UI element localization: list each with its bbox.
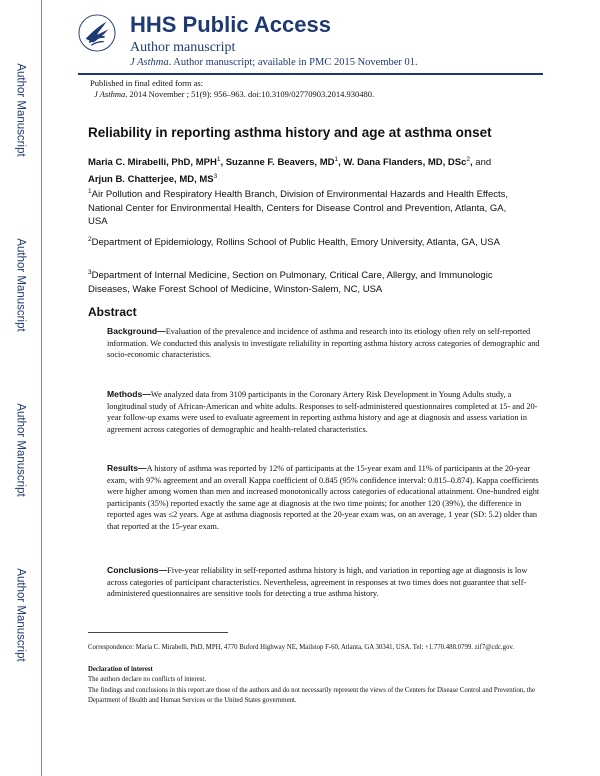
margin-rule xyxy=(41,0,42,776)
abstract-results: Results—A history of asthma was reported by 12% of participants at the 15-year exam and 11% of participants at the 20-year exam, with 97% agreement and an overall Kappa coefficient of 0.845 (95% confidence interval: 0.815–0.874). Kappa coefficients were higher among women than men and increased monotonically across categories of educational attainment. One-hundred eight participants (35%) reported exactly the same age at diagnosis at the two time points; for another 120 (39%), the difference in reported ages was ≤2 years. Age at asthma diagnosis reported at the 20-year exam was, on an average, 1 year (SD: 5.2) older than that reported at the 15-year exam. xyxy=(107,463,540,531)
affiliation: $^2$Department of Epidemiology, Rollins School of Public Health, Emory University, Atlanta, GA, USA xyxy=(88,236,500,249)
abstract-methods: Methods—We analyzed data from 3109 participants in the Coronary Artery Risk Development in Young Adults study, a longitudinal study of African-American and white adults. Responses to self-administered questionnaires completed at 15- and 20-year follow-up exams were used to evaluate agreement in reporting asthma history and age at diagnosis and assess variation in agreement across categories of demographic and health-related characteristics. xyxy=(107,389,538,434)
journal-name[interactable]: J Asthma xyxy=(94,89,126,99)
abstract-conclusions: Conclusions—Five-year reliability in self-reported asthma history is high, and variation in reporting age at diagnosis is low across categories of participant characteristics. Nevertheless, agreement in responses at two times does not guarantee that self-administered questionnaires are sensitive tools for detecting a true asthma history. xyxy=(107,565,528,598)
side-label-3: Author Manuscript xyxy=(15,403,28,497)
author[interactable]: Suzanne F. Beavers, MD xyxy=(225,157,335,169)
author[interactable]: Arjun B. Chatterjee, MD, MS xyxy=(88,173,214,185)
author[interactable]: Maria C. Mirabelli, PhD, MPH xyxy=(88,157,217,169)
declaration-heading: Declaration of interest xyxy=(88,666,153,673)
availability-line: J Asthma. Author manuscript; available in PMC 2015 November 01. xyxy=(130,57,418,68)
hhs-eagle-logo-icon xyxy=(78,14,116,52)
author-list: Maria C. Mirabelli, PhD, MPH$^1$, Suzanne F. Beavers, $MD^1$, W. Dana Flanders, MD, DSc$^2$, and Arjun B. Chatterjee, MD, $MS^3$ xyxy=(88,156,492,185)
side-label-4: Author Manuscript xyxy=(15,568,28,662)
disclaimer-note: The findings and conclusions in this report are those of the authors and do not necessarily represent the views of the Centers for Disease Control and Prevention, the Department of Health and Human Services or the United States government. xyxy=(88,687,535,704)
footnote-rule xyxy=(88,632,228,633)
publication-info: Published in final edited form as: J Asthma. 2014 November ; 51(9): 956–963. doi:10.3109/02770903.2014.930480. xyxy=(90,78,375,99)
article-title: Reliability in reporting asthma history and age at asthma onset xyxy=(88,125,492,140)
header-rule xyxy=(78,73,543,75)
declaration-text: The authors declare no conflicts of interest. xyxy=(88,676,206,683)
side-label-2: Author Manuscript xyxy=(15,238,28,332)
side-label-1: Author Manuscript xyxy=(15,63,28,157)
side-margin xyxy=(0,0,40,776)
author-manuscript-label: Author manuscript xyxy=(130,40,236,55)
correspondence-note: Correspondence: Maria C. Mirabelli, PhD, MPH, 4770 Buford Highway NE, Mailstop F-60, Atlanta, GA 30341, USA. Tel: +1.770.488.0799. zif7@cdc.gov. xyxy=(88,644,515,651)
affiliation: $^3$Department of Internal Medicine, Section on Pulmonary, Critical Care, Allergy, and Immunologic Diseases, Wake Forest School of Medicine, Winston-Salem, NC, USA xyxy=(88,269,493,295)
hhs-public-access-title: HHS Public Access xyxy=(130,12,331,37)
abstract-heading: Abstract xyxy=(88,305,137,319)
affiliation: $^1$Air Pollution and Respiratory Health Branch, Division of Environmental Hazards and Health Effects, National Center for Environmental Health, Centers for Disease Control and Prevention, Atlanta, GA, USA xyxy=(88,188,509,228)
abstract-background: Background—Evaluation of the prevalence and incidence of asthma and research into its etiology often rely on self-reported information. We conducted this analysis to investigate reliability in reporting asthma history across categories of demographic and socio-economic characteristics. xyxy=(107,326,540,359)
author[interactable]: W. Dana Flanders, MD, DSc xyxy=(343,157,467,169)
